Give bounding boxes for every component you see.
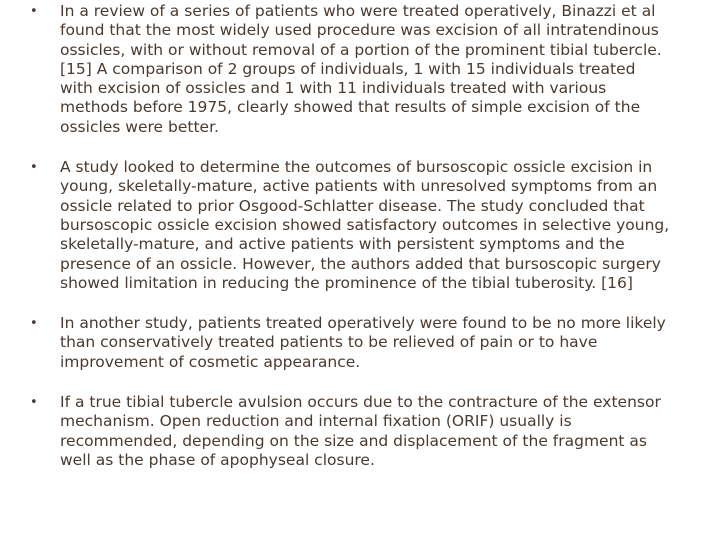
- bullet-item-3: [30, 314, 670, 372]
- bullet-icon: •: [30, 316, 38, 332]
- bullet-item-4: [30, 393, 670, 470]
- bullet-item-2: [30, 158, 670, 293]
- bullet-text-operative-vs-conservative: In another study, patients treated operatively were found to be no more likely than conservatively treated patients to be relieved of pain or to have improvement of cosmetic appearance.: [60, 314, 666, 371]
- bullet-item-1: [30, 2, 670, 137]
- bullet-icon: •: [30, 395, 38, 411]
- bullet-text-bursoscopic-study: A study looked to determine the outcomes of bursoscopic ossicle excision in young, skeletally-mature, active patients with unresolved symptoms from an ossicle related to prior Osgood-Schlatter disease. The study concluded that bursoscopic ossicle excision showed satisfactory outcomes in selective young, skeletally-mature, and active patients with persistent symptoms and the presence of an ossicle. However, the authors added that bursoscopic surgery showed limitation in reducing the prominence of the tibial tuberosity. [16]: [60, 158, 670, 292]
- bullet-text-binazzi-review: In a review of a series of patients who were treated operatively, Binazzi et al found that the most widely used procedure was excision of all intratendinous ossicles, with or without removal of a portion of the prominent tibial tubercle. [15] A comparison of 2 groups of individuals, 1 with 15 individuals treated with excision of ossicles and 1 with 11 individuals treated with various methods before 1975, clearly showed that results of simple excision of the ossicles were better.: [60, 2, 662, 136]
- bullet-text-avulsion-orif: If a true tibial tubercle avulsion occurs due to the contracture of the extensor mechanism. Open reduction and internal fixation (ORIF) usually is recommended, depending on the size and displacement of the fragment as well as the phase of apophyseal closure.: [60, 393, 661, 469]
- bullet-list: [30, 2, 670, 470]
- bullet-icon: •: [30, 4, 38, 19]
- bullet-icon: •: [30, 160, 38, 176]
